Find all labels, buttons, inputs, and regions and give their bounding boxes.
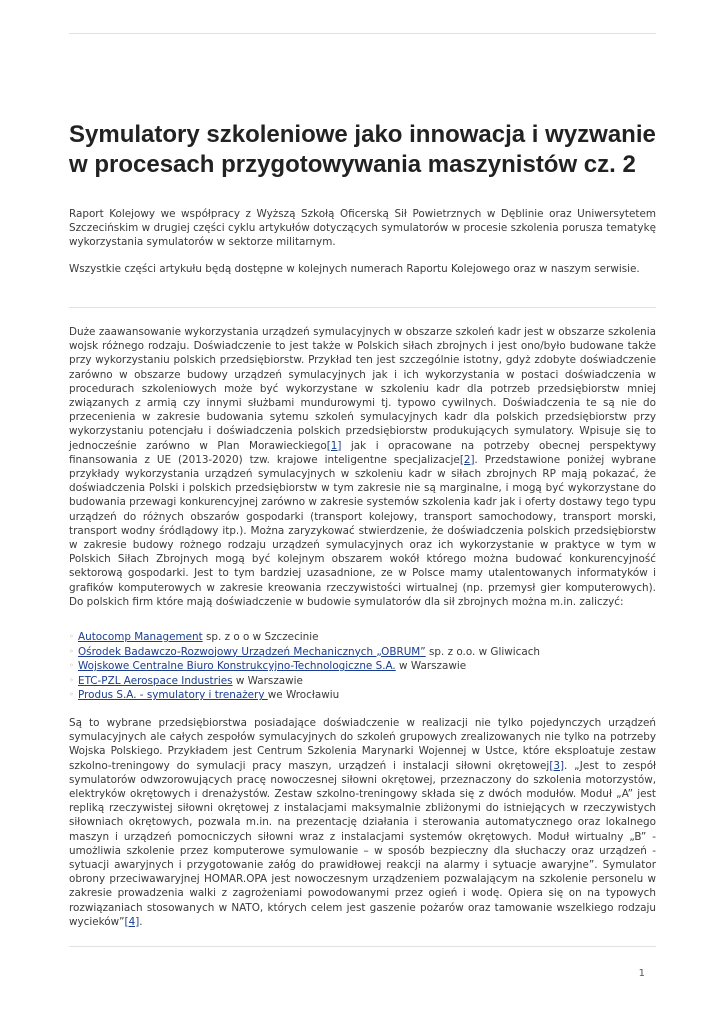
company-list	[69, 630, 656, 703]
company-link[interactable]: Ośrodek Badawczo-Rozwojowy Urządzeń Mechanicznych „OBRUM”	[78, 645, 426, 658]
article-title: Symulatory szkoleniowe jako innowacja i wyzwanie w procesach przygotowywania maszynistów cz. 2	[69, 121, 656, 178]
company-link[interactable]: Wojskowe Centralne Biuro Konstrukcyjno-Technologiczne S.A.	[78, 660, 396, 672]
body-text: Duże zaawansowanie wykorzystania urządzeń symulacyjnych w obszarze szkoleń kadr jest w obszarze szkolenia wojsk różnego rodzaju. Doświadczenie to jest także w Polskich siłach zbrojnych i jest ono/było budowane także przy wykorzystaniu polskich przedsiębiorstw. Przykład ten jest szczególnie istotny, gdyż zdobyte doświadczenie zarówno w obszarze budowy urządzeń symulacyjnych jak i ich wykorzystania w postaci doświadczenia w procedurach szkoleniowych może być wykorzystane w szkoleniu kadr dla potrzeb przedsiębiorstw mniej związanych z armią czy innymi służbami mundurowymi tj. typowo cywilnych. Doświadczenia te są nie do przecenienia w zakresie budowania sytemu szkoleń symulacyjnych kadr dla polskich przedsiębiorstw przy wykorzystaniu potencjału i doświadczenia polskich przedsiębiorstw produkujących symulatory. Wpisuje się to jednocześnie zarówno w Plan Morawieckiego	[69, 326, 656, 452]
bullet-icon: ◦	[69, 632, 74, 641]
company-location: w Warszawie	[395, 660, 467, 672]
body-text: . Przedstawione poniżej wybrane przykłady wykorzystania urządzeń symulacyjnych w szkoleniu kadr w siłach zbrojnych RP mają pokazać, że doświadczenia Polski i polskich przedsiębiorstw w tym zakresie nie są marginalne, i mogą być wykorzystane do budowania przewagi konkurencyjnej zarówno w zakresie systemów szkolenia kadr jak i oferty dostawy tego typu urządzeń do różnych obszarów gospodarki (transport kolejowy, transport samochodowy, transport morski, transport wodny śródlądowy itp.). Można zaryzykować stwierdzenie, że doświadczenia polskich przedsiębiorstw w zakresie budowy rożnego rodzaju urządzeń symulacyjnych oraz ich wykorzystanie w praktyce w tym w Polskich Siłach Zbrojnych mogą być kolejnym obszarem wokół którego można budować konkurencyjność sektorową gospodarki. Jest to tym bardziej uzasadnione, ze w Polsce mamy utalentowanych informatyków i grafików komputerowych w zakresie kreowania rzeczywistości wirtualnej (np. przemysł gier komputerowych). Do polskich firm które mają doświadczenie w budowie symulatorów dla sił zbrojnych można m.in. zaliczyć:	[69, 453, 656, 608]
company-location: sp. z o o w Szczecinie	[202, 631, 319, 643]
body-paragraph-1	[69, 325, 656, 609]
intro-paragraph: Raport Kolejowy we współpracy z Wyższą Szkołą Oficerską Sił Powietrznych w Dęblinie oraz Uniwersytetem Szczecińskim w drugiej części cyklu artykułów dotyczących symulatorów w procesie szkolenia porusza tematykę wykorzystania symulatorów w sektorze militarnym.	[69, 208, 656, 249]
list-item	[69, 659, 656, 674]
body-text: . „Jest to zespół symulatorów odwzorowujących pracę nowoczesnej siłowni okrętowej, przeznaczony do szkolenia motorzystów, elektryków okrętowych i drenażystów. Zestaw szkolno-treningowy składa się z dwóch modułów. Moduł „A” jest repliką rzeczywistej siłowni okrętowej z instalacjami maksymalnie zbliżonymi do istniejących w rzeczywistych siłowniach okrętowych, pozwala m.in. na prezentację działania i sterowania automatycznego oraz lokalnego maszyn i urządzeń pomocniczych siłowni wraz z instalacjami systemów okrętowych. Moduł wirtualny „B” - umożliwia szkolenie przez komputerowe symulowanie – w sposób bezpieczny dla słuchaczy oraz urządzeń - sytuacji awaryjnych i przygotowanie załóg do prawidłowej reakcji na alarmy i sytuacje awaryjne”. Symulator obrony przeciwawaryjnej HOMAR.OPA jest nowoczesnym urządzeniem pozwalającym na szkolenie personelu w zakresie prowadzenia walki z zagrożeniami powodowanymi przez ogień i wodę. Opiera się on na typowych rozwiązaniach stosowanych w NATO, których celem jest gaszenie pożarów oraz tamowanie wszelkiego rodzaju wycieków”	[69, 759, 657, 928]
company-location: w Warszawie	[232, 674, 303, 687]
footnote-link-3[interactable]: [3]	[549, 759, 565, 772]
footer-divider	[69, 946, 656, 947]
company-link[interactable]: Autocomp Management	[78, 631, 203, 643]
company-link[interactable]: Produs S.A. - symulatory i trenażery	[78, 689, 268, 701]
footnote-link-4[interactable]: [4]	[124, 915, 140, 928]
bullet-icon: ◦	[69, 675, 74, 685]
body-text: .	[139, 915, 143, 928]
body-text: jak i opracowane na potrzeby obecnej perspektywy finansowania z UE (2013-2020) tzw. krajowe inteligentne specjalizacje	[69, 439, 656, 466]
bullet-icon: ◦	[69, 661, 74, 670]
company-link[interactable]: ETC-PZL Aerospace Industries	[78, 674, 233, 687]
company-location: sp. z o.o. w Gliwicach	[425, 645, 540, 658]
page-number: 1	[638, 968, 645, 979]
footnote-link-2[interactable]: [2]	[459, 453, 475, 466]
company-location: we Wrocławiu	[267, 689, 340, 701]
top-divider	[69, 33, 656, 34]
section-divider	[69, 307, 656, 308]
list-item	[69, 688, 656, 703]
list-item	[69, 630, 656, 645]
body-paragraph-2	[69, 716, 656, 929]
list-item	[69, 645, 656, 660]
body-text: Są to wybrane przedsiębiorstwa posiadające doświadczenie w realizacji nie tylko pojedynczych urządzeń symulacyjnych ale całych zespołów symulacyjnych do szkoleń grupowych zrealizowanych nie tylko na potrzeby Wojska Polskiego. Przykładem jest Centrum Szkolenia Marynarki Wojennej w Ustce, które eksploatuje zestaw szkolno-treningowy do symulacji pracy maszyn, urządzeń i instalacji siłowni okrętowej	[69, 717, 656, 772]
list-item	[69, 674, 656, 689]
bullet-icon: ◦	[69, 646, 74, 656]
availability-note: Wszystkie części artykułu będą dostępne w kolejnych numerach Raportu Kolejowego oraz w naszym serwisie.	[69, 263, 640, 275]
footnote-link-1[interactable]: [1]	[326, 439, 342, 452]
bullet-icon: ◦	[69, 690, 74, 699]
